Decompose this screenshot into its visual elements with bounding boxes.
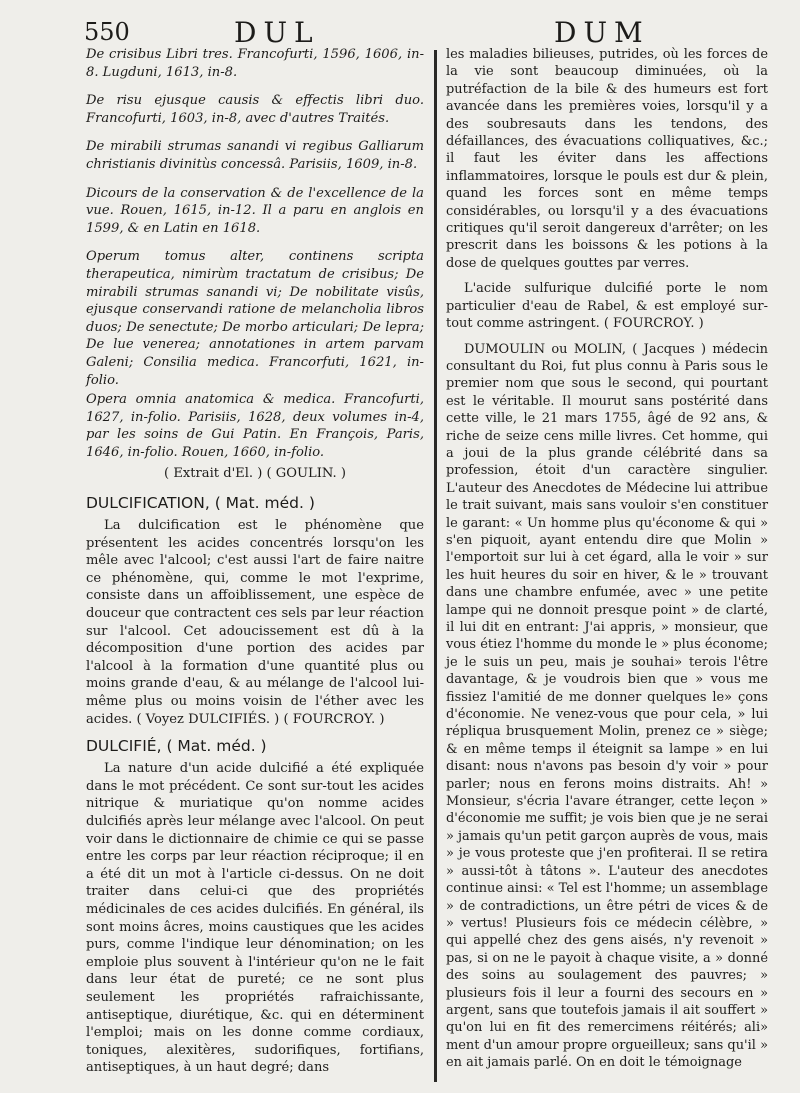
article-text: La nature d'un acide dulcifié a été expliquée dans le mot précédent. Ce sont sur-tout les acides nitrique & muriatique qu'on nomme acides dulcifiés après leur mélange avec l'alcool. On peut voir dans le dictionnaire de chimie ce qui se passe entre les corps par leur réaction réciproque; il en a été dit un mot à l'article ci-dessus. On ne doit traiter dans celui-ci que des propriétés médicinales de ces acides dulcifiés. En général, ils sont moins âcres, moins caustiques que les acides purs, comme l'indique leur dénomination; on les emploie plus souvent à l'intérieur qu'on ne le fait dans leur état de pureté; ce ne sont plus seulement les propriétés rafraichissante, antiseptique, diurétique, &c. qui en déterminent l'emploi; mais on les donne comme cordiaux, toniques, alexitères, sudorifiques, fortifians, antiseptiques, à un haut degré; dans bbox=[86, 761, 424, 1076]
article-text: La dulcification est le phénomène que présentent les acides concentrés lorsqu'on les mêle avec l'alcool; c'est aussi l'art de faire naitre ce phénomène, qui, comme le mot l'exprime, consiste dans un affoiblissement, une espèce de douceur que contractent ces sels par leur réaction sur l'alcool. Cet adoucissement est dû à la décomposition d'une portion des acides par l'alcool à la formation d'une quantité plus ou moins grande d'eau, & au mélange de l'alcool lui-même plus ou moins voisin de l'éther avec les acides. ( Voyez DULCIFIÉS. ) ( FOURCROY. ) bbox=[86, 518, 424, 727]
source-attribution: ( Extrait d'El. ) ( GOULIN. ) bbox=[164, 466, 346, 482]
bibliography-entry: De risu ejusque causis & effectis libri duo. Francofurti, 1603, in-8, avec d'autres Traités. bbox=[86, 93, 424, 126]
article-text: les maladies bilieuses, putrides, où les forces de la vie sont beaucoup diminuées, où la putréfaction de la bile & des humeurs est fort avancée dans les premières voies, lorsqu'il y a des soubresauts dans les tendons, des défaillances, des évacuations colliquatives, &c.; il faut les éviter dans les affections inflammatoires, lorsque le pouls est dur & plein, quand les forces sont en même temps considérables, ou lorsqu'il y a des évacuations critiques qu'il seroit dangereux d'arrêter; on les prescrit dans les boissons & les potions à la dose de quelques gouttes par verres. bbox=[446, 47, 768, 271]
biography-entry: DUMOULIN ou MOLIN, ( Jacques ) médecin consultant du Roi, fut plus connu à Paris sous le premier nom que sous le second, qui pourtant est le véritable. Il mourut sans postérité dans cette ville, le 21 mars 1755, âgé de 92 ans, & riche de seize cens mille livres. Cet homme, qui a joui de la plus grande célébrité dans sa profession, étoit d'un caractère singulier. L'auteur des Anecdotes de Médecine lui attribue le trait suivant, mais sans vouloir s'en constituer le garant: « Un homme plus qu'économe & qui » s'en piquoit, ayant entendu dire que Molin » l'emportoit sur lui à cet égard, alla le voir » sur les huit heures du soir en hiver, & le » trouvant dans une chambre enfumée, avec » une petite lampe qui ne donnoit presque point » de clarté, il lui dit en entrant: J'ai appris, » monsieur, que vous étiez l'homme du monde le » plus économe; je le suis un peu, mais je souhai» terois l'être davantage, & je voudrois bien que » vous me fissiez l'amitié de me donner quelques le» çons d'économie. Ne venez-vous que pour cela, » lui répliqua brusquement Molin, prenez ce » siège; & en même temps il éteignit sa lampe » en lui disant: nous n'avons pas besoin d'y voir » pour parler; nous en ferons moins distraits. Ah! » Monsieur, s'écria l'avare étranger, cette leçon » d'économie me suffit; je vois bien que je ne serai » jamais qu'un petit garçon auprès de vous, mais » je vous proteste que j'en profiterai. Il se retira » aussi-tôt à tâtons ». L'auteur des anecdotes continue ainsi: « Tel est l'homme; un assemblage » de contradictions, un être pétri de vices & de » vertus! Plusieurs fois ce médecin célèbre, » qui appellé chez des gens aisés, n'y revenoit » pas, si on ne le payoit à chaque visite, a » donné des soins au soulagement des pauvres; » plusieurs fois il leur a fourni des secours en » argent, sans que toutefois jamais il ait souffert » qu'on lui en fit des remercimens réitérés; ali» ment d'un amour propre orgueilleux; sans qu'il » en ait jamais parlé. On en doit le témoignage bbox=[446, 341, 768, 1071]
bibliography-entry: Opera omnia anatomica & medica. Francofurti, 1627, in-folio. Parisiis, 1628, deux volumes in-4, par les soins de Gui Patin. En François, Paris, 1646, in-folio. Rouen, 1660, in-folio. bbox=[86, 392, 424, 460]
article-heading: DULCIFIÉ, ( Mat. méd. ) bbox=[86, 737, 267, 756]
article-heading: DULCIFICATION, ( Mat. méd. ) bbox=[86, 494, 315, 513]
page-number: 550 bbox=[84, 18, 130, 46]
bibliography-entry: Operum tomus alter, continens scripta therapeutica, nimirùm tractatum de crisibus; De mirabili strumas sanandi vi; De nobilitate visûs, ejusque conservandi ratione de melancholia libros duos; De senectute; De morbo articulari; De lepra; De lue venerea; annotationes in artem parvam Galeni; Consilia medica. Francorfuti, 1621, in-folio. bbox=[86, 249, 424, 388]
right-column bbox=[446, 46, 768, 1080]
left-column bbox=[86, 46, 424, 1085]
column-rule bbox=[434, 50, 437, 1082]
bibliography-entry: De crisibus Libri tres. Francofurti, 1596, 1606, in-8. Lugduni, 1613, in-8. bbox=[86, 47, 424, 80]
running-header bbox=[84, 16, 764, 50]
article-text: L'acide sulfurique dulcifié porte le nom particulier d'eau de Rabel, & est employé sur-tout comme astringent. ( FOURCROY. ) bbox=[446, 281, 768, 332]
running-head-right: DUM bbox=[554, 16, 650, 49]
bibliography-entry: Dicours de la conservation & de l'excellence de la vue. Rouen, 1615, in-12. Il a paru en anglois en 1599, & en Latin en 1618. bbox=[86, 185, 424, 236]
running-head-left: DUL bbox=[234, 16, 320, 49]
bibliography-entry: De mirabili strumas sanandi vi regibus Galliarum christianis divinitùs concessâ. Parisiis, 1609, in-8. bbox=[86, 139, 424, 172]
